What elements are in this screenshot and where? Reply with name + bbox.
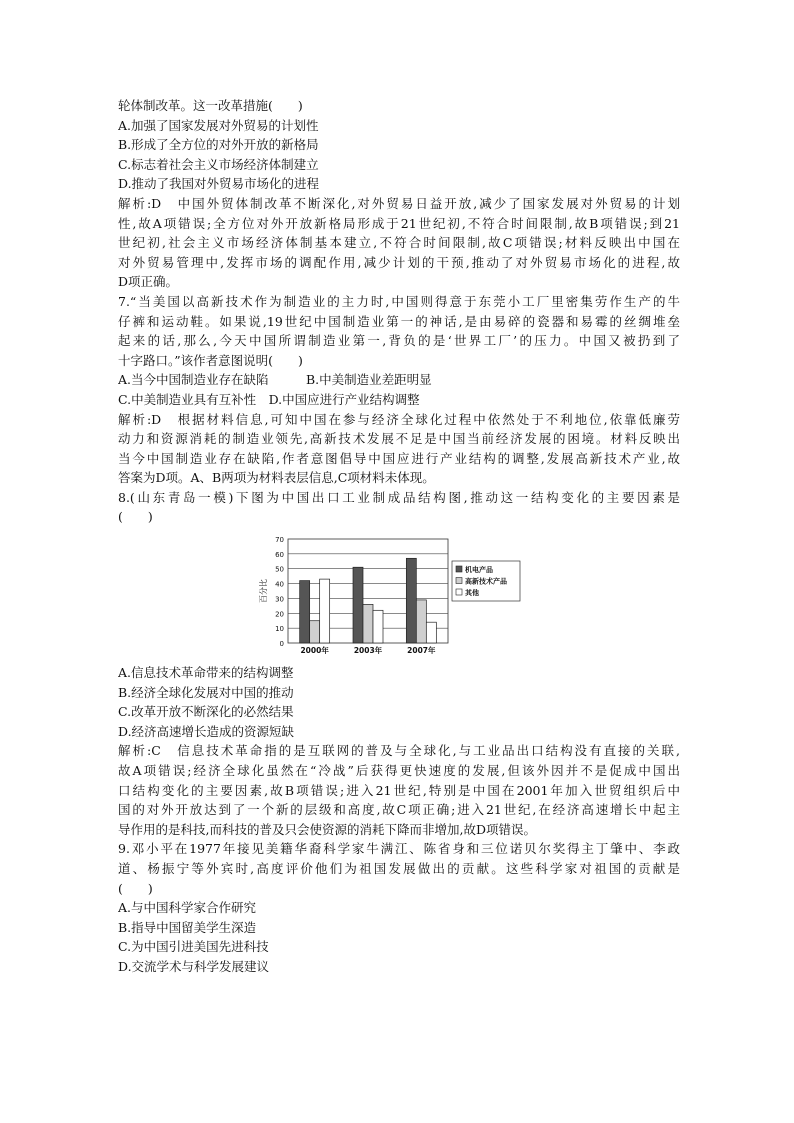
y-tick-label: 70 xyxy=(275,536,284,545)
y-tick-label: 40 xyxy=(275,580,284,589)
text-line: C.标志着社会主义市场经济体制建立 xyxy=(118,156,319,172)
legend-entry: 机电产品 xyxy=(465,566,493,575)
legend-swatch xyxy=(456,589,462,595)
bar-0-0 xyxy=(300,581,310,643)
y-tick-label: 30 xyxy=(275,595,284,604)
text-line: 导作用的是科技,而科技的普及只会使资源的消耗下降而非增加,故D项错误。 xyxy=(118,821,536,837)
chart-svg xyxy=(118,529,680,659)
text-block-top xyxy=(118,96,680,527)
text-line: B.形成了全方位的对外开放的新格局 xyxy=(118,137,319,153)
document-page xyxy=(118,96,680,977)
x-tick-label: 2000年 xyxy=(300,646,329,656)
text-line: 十字路口。”该作者意图说明( ) xyxy=(118,352,303,368)
text-line: 仔裤和运动鞋。如果说,19世纪中国制造业第一的神话,是由易碎的瓷器和易霉的丝绸堆垒 xyxy=(118,313,680,329)
text-line: D项正确。 xyxy=(118,274,179,290)
text-line: 道、杨振宁等外宾时,高度评价他们为祖国发展做出的贡献。这些科学家对祖国的贡献是 xyxy=(118,861,680,876)
x-tick-label: 2007年 xyxy=(407,646,436,656)
text-line: A.与中国科学家合作研究 xyxy=(118,900,257,916)
y-tick-label: 50 xyxy=(275,565,284,574)
text-block-bottom xyxy=(118,663,680,977)
text-line: 8.(山东青岛一模)下图为中国出口工业制成品结构图,推动这一结构变化的主要因素是 xyxy=(118,489,680,505)
y-tick-label: 20 xyxy=(275,610,284,619)
text-line: 起来的话,那么,今天中国所谓制造业第一,背负的是‘世界工厂’的压力。中国又被扔到了 xyxy=(118,333,680,349)
text-line: B.经济全球化发展对中国的推动 xyxy=(118,684,294,700)
text-line: B.指导中国留美学生深造 xyxy=(118,919,257,935)
bar-1-1 xyxy=(363,604,373,643)
text-line: 口结构变化的主要因素,故B项错误;进入21世纪,特别是中国在2001年加入世贸组织后中 xyxy=(118,782,680,798)
text-line: 9.邓小平在1977年接见美籍华裔科学家牛满江、陈省身和三位诺贝尔奖得主丁肇中、李政 xyxy=(118,841,680,857)
bar-2-2 xyxy=(426,622,436,643)
legend-entry: 其他 xyxy=(465,589,479,598)
text-line: C.中美制造业具有互补性 D.中国应进行产业结构调整 xyxy=(118,391,420,407)
text-line: ( ) xyxy=(118,509,153,525)
text-line: 当今中国制造业存在缺陷,作者意图倡导中国应进行产业结构的调整,发展高新技术产业,故 xyxy=(118,450,680,466)
bar-0-2 xyxy=(406,558,416,643)
text-line: C.改革开放不断深化的必然结果 xyxy=(118,704,294,720)
legend-swatch xyxy=(456,566,462,572)
text-line: 动力和资源消耗的制造业领先,高新技术发展不足是中国当前经济发展的困境。材料反映出 xyxy=(118,431,680,447)
export-structure-chart xyxy=(118,529,680,659)
text-line: A.当今中国制造业存在缺陷 B.中美制造业差距明显 xyxy=(118,372,432,388)
y-tick-label: 10 xyxy=(275,625,284,634)
text-line: 7.“当美国以高新技术作为制造业的主力时,中国则得意于东莞小工厂里密集劳作生产的牛 xyxy=(118,293,680,309)
text-line: ( ) xyxy=(118,880,153,896)
text-line: 世纪初,社会主义市场经济体制基本建立,不符合时间限制,故C项错误;材料反映出中国在 xyxy=(118,235,680,251)
text-line: A.加强了国家发展对外贸易的计划性 xyxy=(118,117,319,133)
y-axis-label: 百分比 xyxy=(259,579,268,604)
bar-0-1 xyxy=(353,567,363,643)
y-tick-label: 0 xyxy=(279,640,284,649)
text-line: 性,故A项错误;全方位对外开放新格局形成于21世纪初,不符合时间限制,故B项错误;到21 xyxy=(118,215,680,231)
text-line: 答案为D项。A、B两项为材料表层信息,C项材料未体现。 xyxy=(118,470,435,486)
text-line: 轮体制改革。这一改革措施( ) xyxy=(118,98,303,113)
text-line: 解析:D 中国外贸体制改革不断深化,对外贸易日益开放,减少了国家发展对外贸易的计划 xyxy=(118,195,680,211)
bar-2-1 xyxy=(373,610,383,643)
text-line: A.信息技术革命带来的结构调整 xyxy=(118,665,294,681)
y-tick-label: 60 xyxy=(275,550,284,559)
text-line: D.推动了我国对外贸易市场化的进程 xyxy=(118,176,320,192)
text-line: 故A项错误;经济全球化虽然在“冷战”后获得更快速度的发展,但该外因并不是促成中国出 xyxy=(118,763,680,779)
text-line: 国的对外开放达到了一个新的层级和高度,故C项正确;进入21世纪,在经济高速增长中起主 xyxy=(118,802,680,818)
legend-swatch xyxy=(456,578,462,584)
x-tick-label: 2003年 xyxy=(353,646,383,656)
text-line: 解析:C 信息技术革命指的是互联网的普及与全球化,与工业品出口结构没有直接的关联, xyxy=(118,743,680,759)
text-line: D.交流学术与科学发展建议 xyxy=(118,958,270,974)
text-line: 对外贸易管理中,发挥市场的调配作用,减少计划的干预,推动了对外贸易市场化的进程,故 xyxy=(118,254,680,270)
text-line: 解析:D 根据材料信息,可知中国在参与经济全球化过程中依然处于不利地位,依靠低廉劳 xyxy=(118,411,680,427)
text-line: D.经济高速增长造成的资源短缺 xyxy=(118,723,295,739)
text-line: C.为中国引进美国先进科技 xyxy=(118,939,269,955)
bar-2-0 xyxy=(320,579,330,643)
legend-entry: 高新技术产品 xyxy=(465,577,507,586)
bar-1-0 xyxy=(310,621,320,643)
bar-1-2 xyxy=(416,600,426,643)
